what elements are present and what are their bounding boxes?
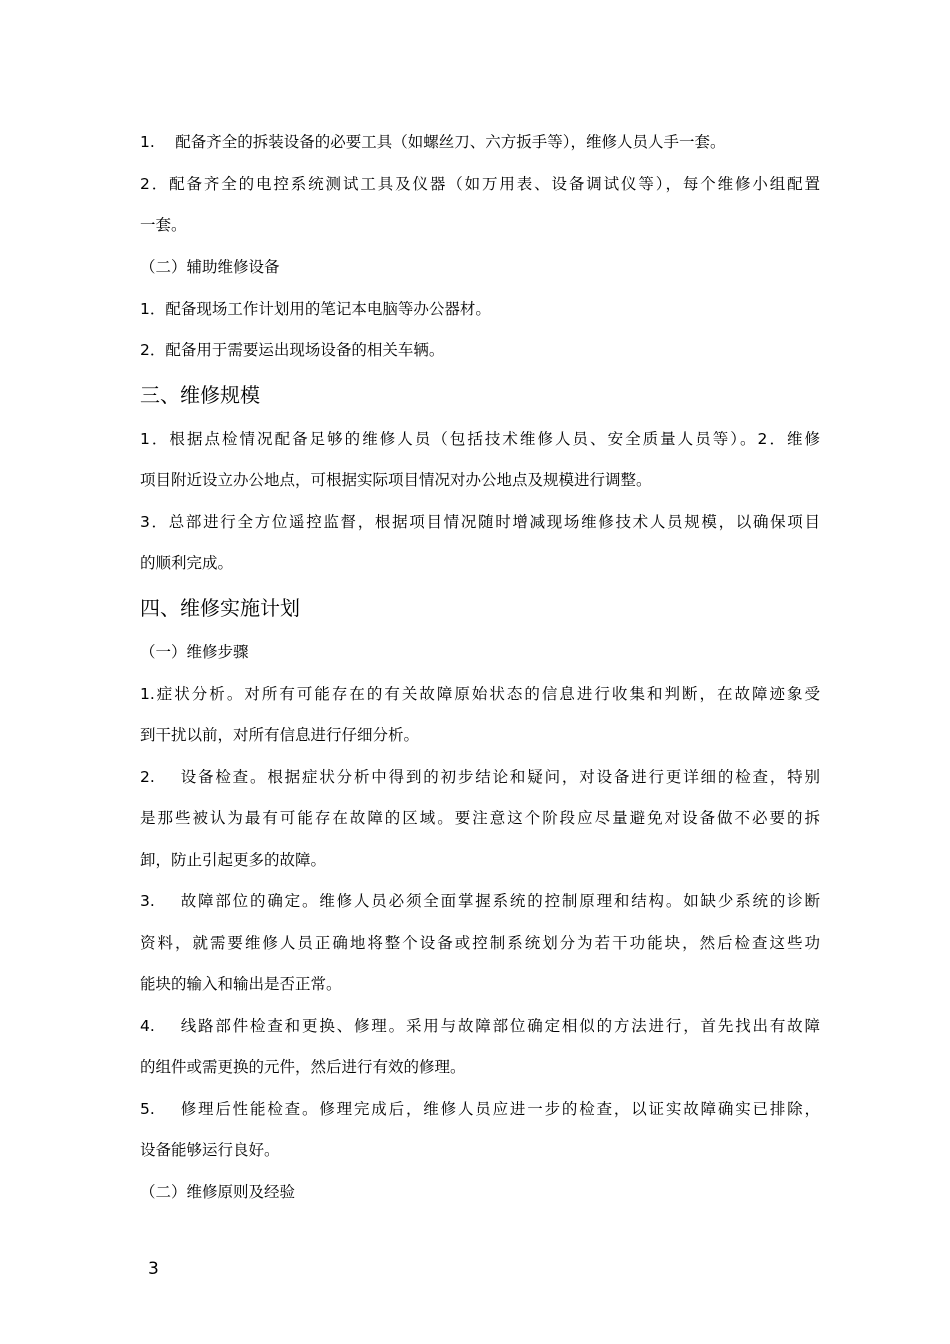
paragraph-line: 资料，就需要维修人员正确地将整个设备或控制系统划分为若干功能块，然后检查这些功 [140,934,820,952]
paragraph-line: 5. 修理后性能检查。修理完成后，维修人员应进一步的检查，以证实故障确实已排除， [140,1100,820,1118]
paragraph-line: 到干扰以前，对所有信息进行仔细分析。 [140,726,420,744]
paragraph-line: 卸，防止引起更多的故障。 [140,851,327,869]
paragraph-line: 1.症状分析。对所有可能存在的有关故障原始状态的信息进行收集和判断，在故障迹象受 [140,685,820,703]
paragraph-line: 2．配备齐全的电控系统测试工具及仪器（如万用表、设备调试仪等），每个维修小组配置 [140,175,820,193]
paragraph-line: 的组件或需更换的元件，然后进行有效的修理。 [140,1058,466,1076]
paragraph-line: 一套。 [140,216,187,234]
page-number: 3 [148,1259,159,1279]
paragraph-line: 3．总部进行全方位遥控监督，根据项目情况随时增减现场维修技术人员规模，以确保项目 [140,513,820,531]
paragraph-line: 项目附近设立办公地点，可根据实际项目情况对办公地点及规模进行调整。 [140,471,652,489]
paragraph-line: 1. 配备齐全的拆装设备的必要工具（如螺丝刀、六方扳手等），维修人员人手一套。 [140,133,726,151]
paragraph-line: 能块的输入和输出是否正常。 [140,975,342,993]
section-heading: 四、维修实施计划 [140,596,300,620]
paragraph-line: 的顺利完成。 [140,554,234,572]
subsection-heading: （一）维修步骤 [140,643,249,661]
subsection-heading: （二）辅助维修设备 [140,258,280,276]
paragraph-line: 是那些被认为最有可能存在故障的区域。要注意这个阶段应尽量避免对设备做不必要的拆 [140,809,820,827]
paragraph-line: 2．配备用于需要运出现场设备的相关车辆。 [140,341,445,359]
paragraph-line: 1．配备现场工作计划用的笔记本电脑等办公器材。 [140,300,491,318]
section-heading: 三、维修规模 [140,383,260,407]
paragraph-line: 3. 故障部位的确定。维修人员必须全面掌握系统的控制原理和结构。如缺少系统的诊断 [140,892,820,910]
subsection-heading: （二）维修原则及经验 [140,1183,296,1201]
paragraph-line: 设备能够运行良好。 [140,1141,280,1159]
paragraph-line: 1．根据点检情况配备足够的维修人员（包括技术维修人员、安全质量人员等）。2．维修 [140,430,820,448]
paragraph-line: 2. 设备检查。根据症状分析中得到的初步结论和疑问，对设备进行更详细的检查，特别 [140,768,820,786]
paragraph-line: 4. 线路部件检查和更换、修理。采用与故障部位确定相似的方法进行，首先找出有故障 [140,1017,820,1035]
